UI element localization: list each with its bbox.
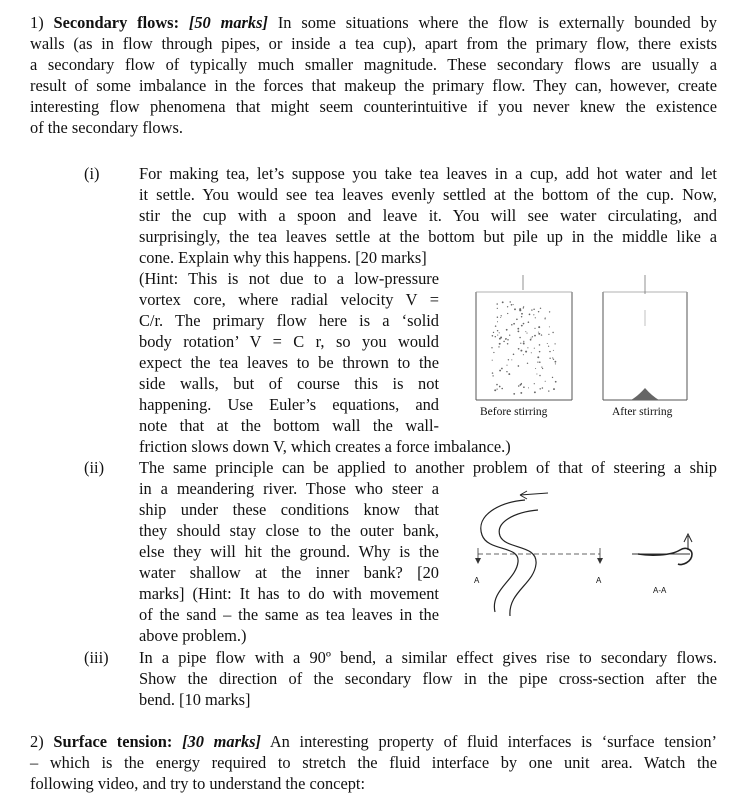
part-i-hint-line: body rotation’ V = C r, so you would — [139, 332, 439, 351]
q1-intro-line: of the secondary flows. — [30, 118, 183, 137]
before-stirring-label: Before stirring — [480, 406, 548, 418]
q2-number: 2) — [30, 732, 44, 751]
part-iii-line: In a pipe flow with a 90º bend, a similar effect gives rise to secondary flows. — [139, 648, 717, 667]
river-banks — [481, 500, 538, 616]
part-ii-line: in a meandering river. Those who steer a — [139, 479, 439, 498]
part-i-hint-line: happening. Use Euler’s equations, and — [139, 395, 439, 414]
part-i-hint-line: C/r. The primary flow here is a ‘solid — [139, 311, 439, 330]
part-i-line: stir the cup with a spoon and leave it. You will see water circulating, and — [139, 206, 717, 225]
q1-intro-line: In some situations where the flow is externally bounded by — [277, 13, 717, 32]
q2-line: following video, and try to understand the concept: — [30, 774, 366, 793]
part-ii-line: water shallow at the inner bank? [20 — [139, 563, 439, 582]
part-i-hint-line: expect the tea leaves to be thrown to the — [139, 353, 439, 372]
q1-marks: [50 marks] — [188, 13, 268, 32]
q2-line: An interesting property of fluid interfaces is ‘surface tension’ — [269, 732, 718, 751]
section-aa-label: A-A — [653, 586, 667, 595]
q1-intro-line: interesting flow phenomena that might seem counterintuitive if you never knew the existence — [30, 97, 717, 116]
tea-leaf-pile — [631, 388, 659, 400]
part-ii-line: The same principle can be applied to another problem of that of steering a ship — [139, 458, 717, 477]
part-ii-label: (ii) — [84, 458, 105, 477]
tea-cup-figure — [470, 270, 715, 410]
q2-first-line: 2) Surface tension: [30 marks] An interesting property of fluid interfaces is ‘surface tension’ — [30, 732, 718, 751]
part-i-hint-line: vortex core, where radial velocity V = — [139, 290, 439, 309]
part-i-hint-line: (Hint: This is not due to a low-pressure — [139, 269, 439, 288]
part-ii-line: ship under these conditions know that — [139, 500, 439, 519]
q1-title: Secondary flows — [53, 13, 174, 32]
part-ii-line: else they will hit the ground. Why is the — [139, 542, 439, 561]
q1-intro-line: walls (as in flow through pipes, or inside a tea cup), apart from the primary flow, there exists — [30, 34, 717, 53]
part-i-label: (i) — [84, 164, 100, 183]
part-i-line: cone. Explain why this happens. [20 marks] — [139, 248, 427, 267]
part-i-line: it settle. You would see tea leaves evenly settled at the bottom of the cup. Now, — [139, 185, 717, 204]
part-i-line: For making tea, let’s suppose you take tea leaves in a cup, add hot water and let — [139, 164, 717, 183]
part-ii-line: marks] (Hint: It has to do with movement — [139, 584, 439, 603]
section-marker-left: A — [474, 576, 480, 585]
part-i-hint-line: note that at the bottom wall the wall- — [139, 416, 439, 435]
part-i-hint-line: side walls, but of course this is not — [139, 374, 439, 393]
part-iii-line: Show the direction of the secondary flow in the pipe cross-section after the — [139, 669, 717, 688]
part-ii-line: above problem.) — [139, 626, 247, 645]
q2-marks: [30 marks] — [182, 732, 261, 751]
q2-line: – which is the energy required to stretch the fluid interface by one unit area. Watch the — [30, 753, 717, 772]
section-arrow-left — [475, 558, 481, 564]
part-i-line: surprisingly, the tea leaves settle at the bottom but pile up in the middle like a — [139, 227, 717, 246]
cup-after-stirring — [603, 275, 687, 400]
cup-before-stirring — [476, 275, 572, 400]
section-marker-right: A — [596, 576, 602, 585]
part-ii-line: of the sand – the same as tea leaves in the — [139, 605, 439, 624]
part-ii-line: they should stay close to the outer bank, — [139, 521, 439, 540]
part-iii-label: (iii) — [84, 648, 109, 667]
q1-intro-line: a secondary flow of typically much smaller magnitude. These secondary flows are usually a — [30, 55, 717, 74]
q1-number: 1) — [30, 13, 44, 32]
part-iii-line: bend. [10 marks] — [139, 690, 251, 709]
river-cross-section — [632, 534, 692, 565]
flow-arrow — [520, 493, 548, 495]
part-i-hint-line: friction slows down V, which creates a force imbalance.) — [139, 437, 511, 456]
q1-intro-line: result of some imbalance in the forces that makeup the primary flow. They can, however, create — [30, 76, 717, 95]
river-bend-figure — [470, 480, 720, 620]
q2-title: Surface tension — [53, 732, 167, 751]
after-stirring-label: After stirring — [612, 406, 673, 418]
section-arrow-right — [597, 558, 603, 564]
q1-first-line: 1) Secondary flows: [50 marks] In some situations where the flow is externally bounded by — [30, 13, 717, 32]
